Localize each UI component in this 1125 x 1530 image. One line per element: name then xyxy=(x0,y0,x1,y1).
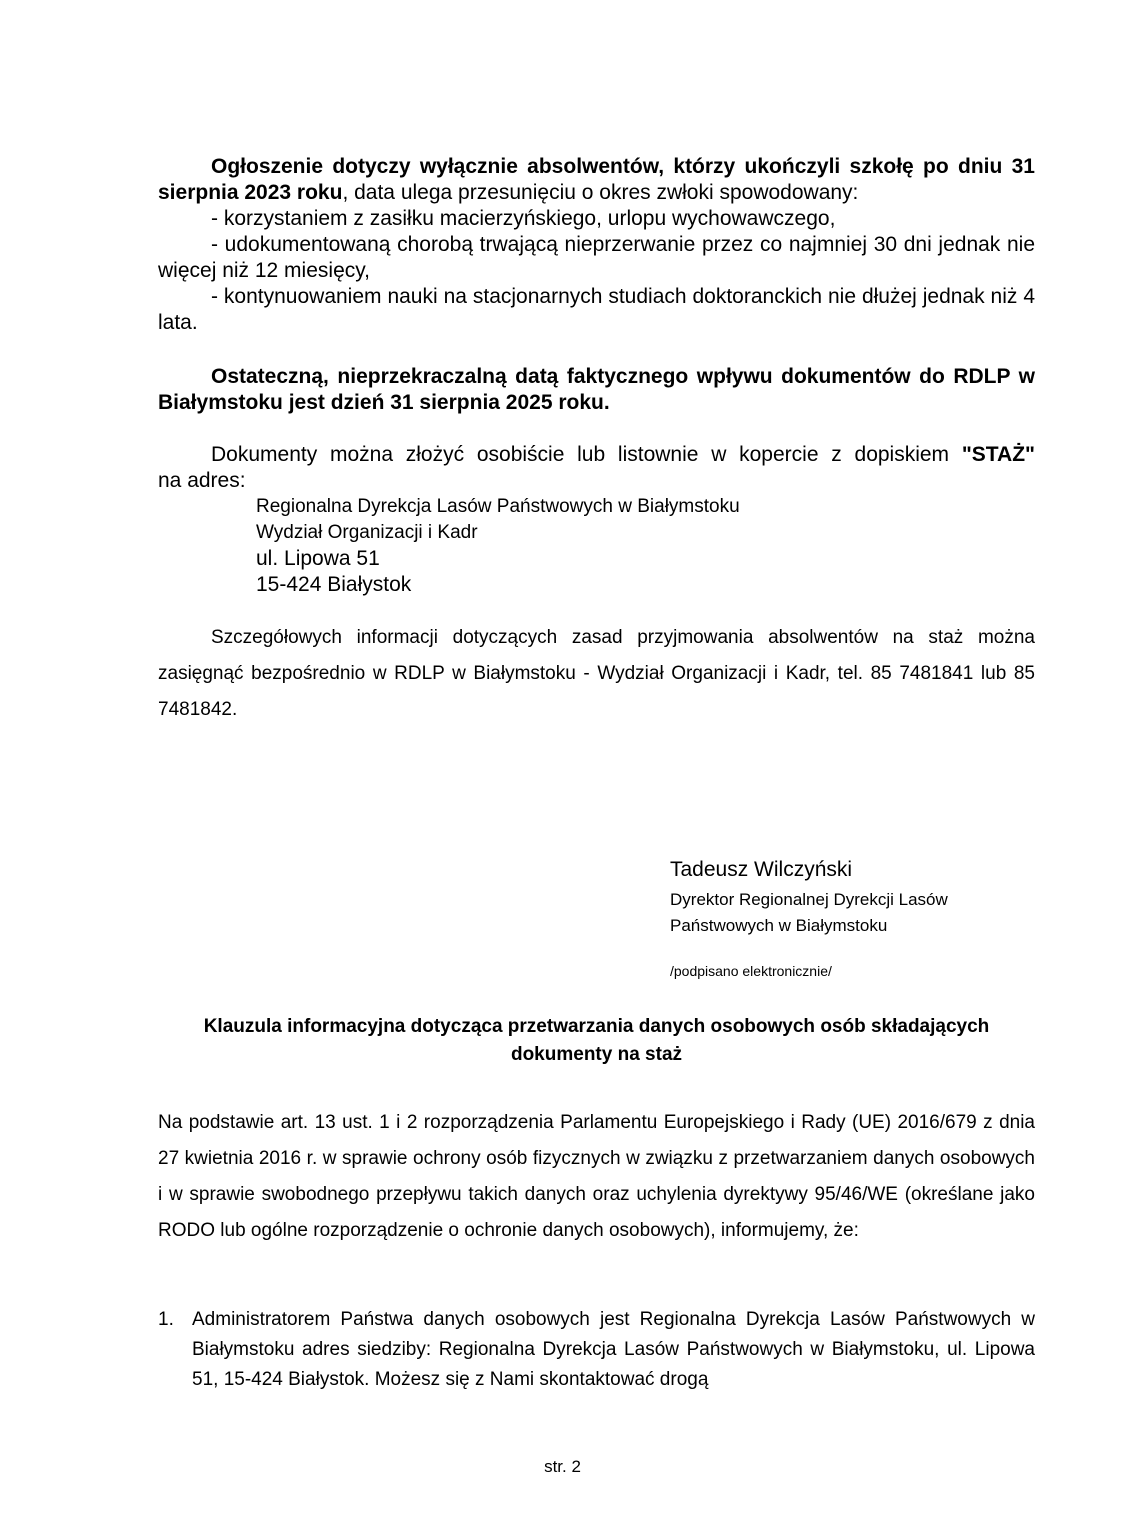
deadline-text: Ostateczną, nieprzekraczalną datą faktycznego wpływu dokumentów do RDLP w Białymstoku jest dzień 31 sierpnia 2025 roku. xyxy=(158,365,1035,414)
address-line-3: ul. Lipowa 51 xyxy=(256,547,380,570)
page-number: str. 2 xyxy=(544,1457,581,1476)
notice-section xyxy=(158,154,1035,336)
submission-text xyxy=(158,442,1035,468)
address-line-1: Regionalna Dyrekcja Lasów Państwowych w Białymstoku xyxy=(256,496,740,517)
signature-title-line-2: Państwowych w Białymstoku xyxy=(670,916,888,935)
address-line-4: 15-424 Białystok xyxy=(256,573,412,596)
submission-lead: Dokumenty można złożyć osobiście lub listownie w kopercie z dopiskiem xyxy=(211,443,962,466)
address-block-2 xyxy=(256,546,411,598)
list-item-number: 1. xyxy=(158,1309,174,1330)
address-block xyxy=(256,494,740,546)
address-line-2: Wydział Organizacji i Kadr xyxy=(256,522,478,543)
notice-item-3: - kontynuowaniem nauki na stacjonarnych studiach doktoranckich nie dłużej jednak niż 4 lata. xyxy=(158,285,1035,334)
clause-intro-text: Na podstawie art. 13 ust. 1 i 2 rozporządzenia Parlamentu Europejskiego i Rady (UE) 2016/679 z dnia 27 kwietnia 2016 r. w sprawie ochrony osób fizycznych w związku z przetwarzaniem danych osobowych i w sprawie swobodnego przepływu takich danych oraz uchylenia dyrektywy 95/46/WE (określane jako RODO lub ogólne rozporządzenie o ochronie danych osobowych), informujemy, że: xyxy=(158,1112,1035,1241)
notice-bold-text: Ogłoszenie dotyczy wyłącznie absolwentów, którzy ukończyli szkołę po dniu 31 sierpnia 2023 roku xyxy=(158,155,1035,204)
notice-paragraph xyxy=(158,154,1035,206)
signature-note: /podpisano elektronicznie/ xyxy=(670,963,832,979)
notice-rest-text: , data ulega przesunięciu o okres zwłoki spowodowany: xyxy=(342,181,859,204)
info-text: Szczegółowych informacji dotyczących zasad przyjmowania absolwentów na staż można zasięgnąć bezpośrednio w RDLP w Białymstoku - Wydział Organizacji i Kadr, tel. 85 7481841 lub 85 7481842. xyxy=(158,627,1035,720)
clause-title-line-1: Klauzula informacyjna dotycząca przetwarzania danych osobowych osób składających xyxy=(203,1016,990,1037)
submission-tail: na adres: xyxy=(158,469,246,492)
signature-title xyxy=(670,887,948,939)
clause-intro xyxy=(158,1105,1035,1249)
info-section xyxy=(158,620,1035,728)
list-item-text: Administratorem Państwa danych osobowych jest Regionalna Dyrekcja Lasów Państwowych w Białymstoku adres siedziby: Regionalna Dyrekcja Lasów Państwowych w Białymstoku, ul. Lipowa 51, 15-424 Białystok. Możesz się z Nami skontaktować drogą xyxy=(192,1309,1035,1390)
clause-title-line-2: dokumenty na staż xyxy=(510,1044,683,1065)
clause-title xyxy=(158,1013,1035,1069)
submission-section xyxy=(158,442,1035,494)
notice-item-1: - korzystaniem z zasiłku macierzyńskiego, urlopu wychowawczego, xyxy=(211,207,836,230)
notice-item-2: - udokumentowaną chorobą trwającą nieprzerwanie przez co najmniej 30 dni jednak nie więcej niż 12 miesięcy, xyxy=(158,233,1035,282)
signature-name: Tadeusz Wilczyński xyxy=(670,858,853,881)
signature-title-line-1: Dyrektor Regionalnej Dyrekcji Lasów xyxy=(670,890,948,909)
deadline-section xyxy=(158,364,1035,416)
staz-marker: "STAŻ" xyxy=(961,443,1035,466)
